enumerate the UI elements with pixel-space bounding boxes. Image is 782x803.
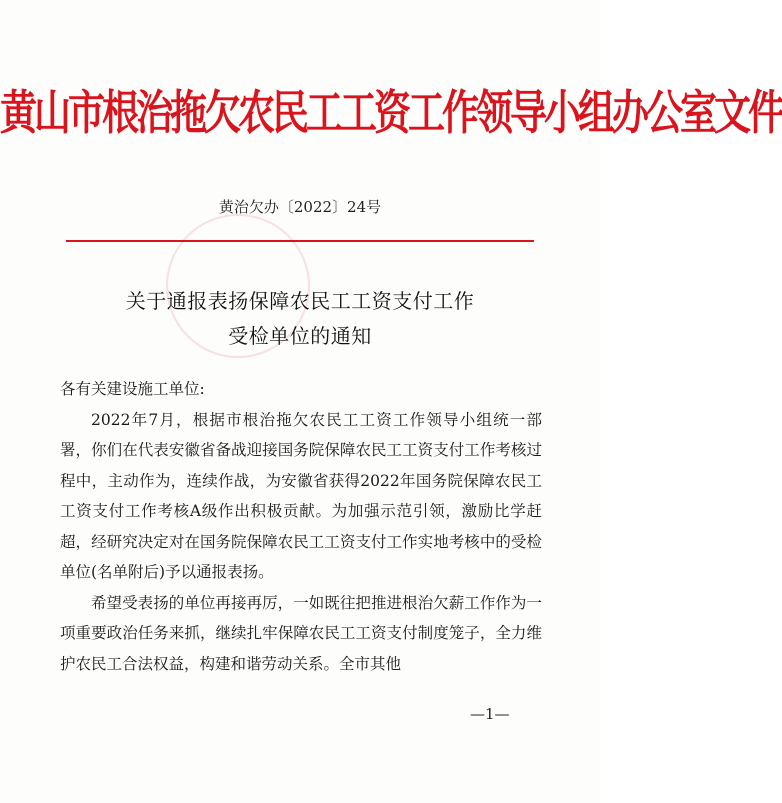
header-red-rule bbox=[66, 240, 534, 242]
salutation: 各有关建设施工单位: bbox=[60, 380, 205, 398]
page-number: —1— bbox=[470, 705, 510, 723]
notice-body bbox=[60, 374, 542, 679]
body-paragraph-1: 2022年7月，根据市根治拖欠农民工工资工作领导小组统一部署，你们在代表安徽省备战迎接国务院保障农民工工资支付工作考核过程中，主动作为，连续作战，为安徽省获得2022年国务院保障农民工工资支付工作考核A级作出积极贡献。为加强示范引领，激励比学赶超，经研究决定对在国务院保障农民工工资支付工作实地考核中的受检单位(名单附后)予以通报表扬。 bbox=[60, 410, 542, 581]
body-paragraph-2: 希望受表扬的单位再接再厉，一如既往把推进根治欠薪工作作为一项重要政治任务来抓，继续扎牢保障农民工工资支付制度笼子，全力维护农民工合法权益，构建和谐劳动关系。全市其他 bbox=[60, 593, 542, 673]
document-number: 黄治欠办〔2022〕24号 bbox=[218, 198, 382, 216]
notice-title-line-2: 受检单位的通知 bbox=[228, 324, 372, 348]
document-header-title: 黄山市根治拖欠农民工工资工作领导小组办公室文件 bbox=[0, 85, 782, 141]
notice-title-line-1: 关于通报表扬保障农民工工资支付工作 bbox=[125, 289, 475, 313]
